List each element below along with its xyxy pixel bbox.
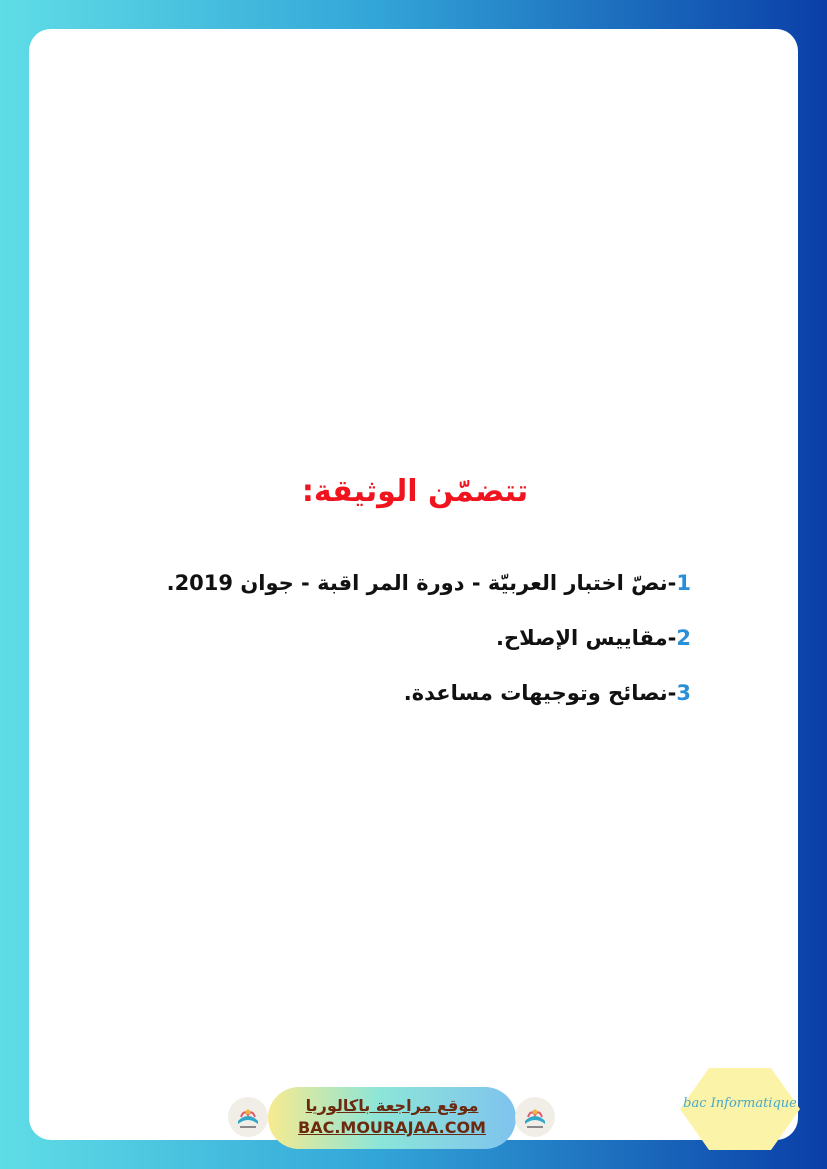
contents-list	[131, 565, 691, 730]
site-link-button[interactable]	[268, 1087, 516, 1149]
item-text: -مقاييس الإصلاح.	[496, 626, 677, 650]
list-item	[131, 675, 691, 730]
bac-informatique-badge	[678, 1066, 802, 1152]
site-logo-icon	[515, 1097, 555, 1137]
list-item	[131, 620, 691, 675]
item-text: -نصّ اختبار العربيّة - دورة المر اقبة - جوان 2019.	[166, 571, 677, 595]
item-number: 2	[676, 626, 691, 650]
site-logo-icon	[228, 1097, 268, 1137]
item-number: 3	[676, 681, 691, 705]
list-item	[131, 565, 691, 620]
badge-label: bac Informatique	[683, 1096, 797, 1111]
document-title: تتضمّن الوثيقة:	[301, 474, 529, 509]
site-name-link[interactable]: موقع مراجعة باكالوريا	[305, 1096, 479, 1115]
site-url-link[interactable]: BAC.MOURAJAA.COM	[298, 1118, 486, 1137]
item-number: 1	[676, 571, 691, 595]
item-text: -نصائح وتوجيهات مساعدة.	[403, 681, 677, 705]
